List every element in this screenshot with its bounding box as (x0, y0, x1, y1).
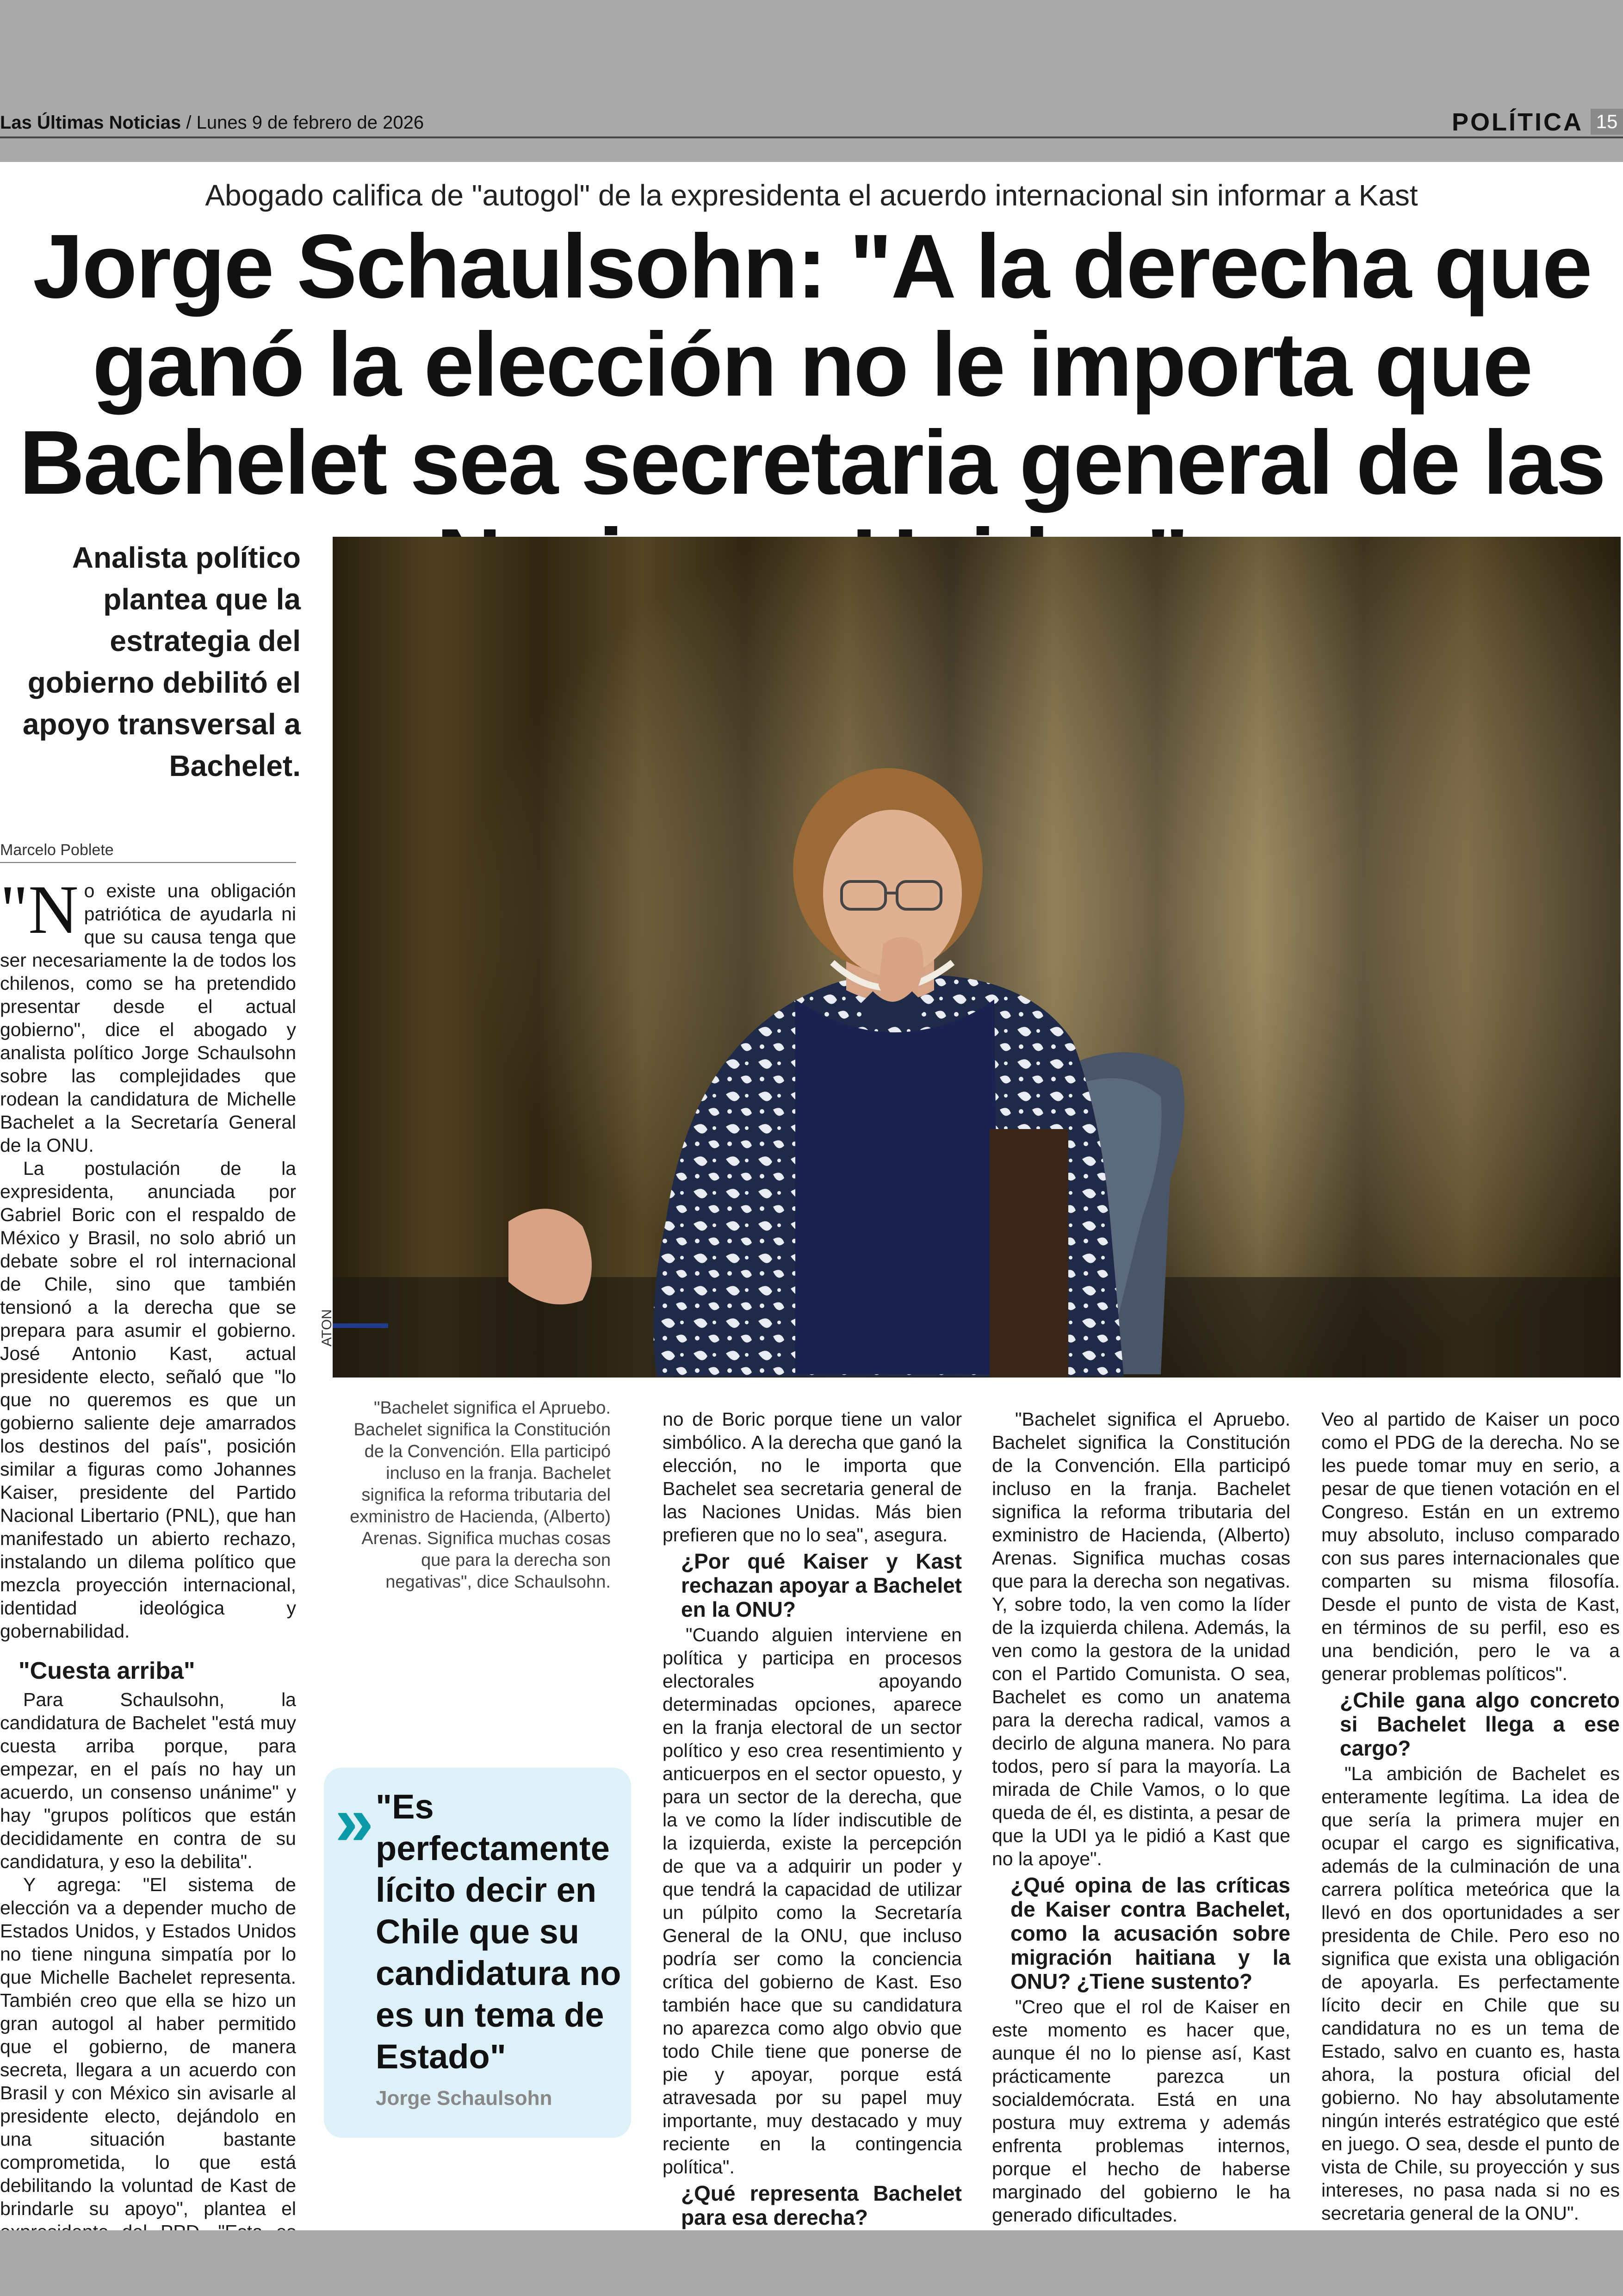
paragraph: "Creo que el rol de Kaiser en este momento es hacer que, aunque él no lo piense así, Kast prácticamente parezca un socialdemócrata. Está en una postura muy extrema y además enfrenta problemas internos, porque el hecho de haberse marginado del gobierno le ha generado dificultades. (992, 1996, 1290, 2226)
paragraph: "Bachelet significa el Apruebo. Bachelet significa la Constitución de la Convención. Ella participó incluso en la franja. Bachelet significa la reforma tributaria del exministro de Hacienda, (Alberto) Arenas. Significa muchas cosas que para la derecha son negativas. Y, sobre todo, la ven como la líder de la izquierda chilena. Además, la ven como la gestora de la unidad con el Partido Comunista. O sea, Bachelet es como un anatema para la derecha radical, vamos a decirlo de alguna manera. No para todos, pero sí para la mayoría. La mirada de Chile Vamos, o lo que queda de él, es distinta, a pesar de que la UDI ya le pidió a Kast que no la apoye". (992, 1409, 1290, 1869)
column-1 (0, 871, 296, 2266)
paragraph: "La ambición de Bachelet es enteramente legítima. La idea de que sería la primera mujer en ocupar el cargo es significativa, además de la culminación de una carrera política meteórica que la llevó en dos oportunidades a ser presidenta de Chile. Pero eso no significa que exista una obligación de apoyarla. Es perfectamente lícito decir en Chile que su candidatura no es un tema de Estado, salvo en cuanto es, hasta ahora, la postura oficial del gobierno. No hay absolutamente ningún interés estratégico que esté en juego. O sea, desde el punto de vista de Chile, su proyección y sus intereses, no pasa nada si no es secretaria general de la ONU". (1321, 1763, 1620, 2224)
scanner-margin-bottom (0, 2230, 1623, 2296)
subheading: "Cuesta arriba" (19, 1657, 195, 1684)
masthead (0, 108, 1623, 137)
byline: Marcelo Poblete (0, 841, 296, 863)
photo-credit: ATON (319, 1309, 335, 1347)
pullquote-box (324, 1768, 631, 2138)
column-4 (1321, 1408, 1620, 2225)
publication-name: Las Últimas Noticias (0, 112, 181, 133)
lead-paragraph (0, 871, 296, 1157)
masthead-rule (0, 137, 1623, 138)
interview-question: ¿Chile gana algo concreto si Bachelet llega a ese cargo? (1340, 1688, 1620, 1760)
pullquote-text: "Es perfectamente lícito decir en Chile que su candidatura no es un tema de Estado" (376, 1787, 621, 2076)
paragraph: "Cuando alguien interviene en política y participa en procesos electorales apoyando determinadas opciones, aparece en la franja electoral de un sector político y eso crea resentimiento y anticuerpos en el sector opuesto, y para un sector de la derecha, que la ve como la líder indiscutible de la izquierda, existe la percepción de que va a adquirir un poder y que tendrá la capacidad de utilizar un púlpito como la Secretaría General de la ONU, que incluso podría ser como la conciencia crítica del gobierno de Kast. Eso también hace que su candidatura no aparezca como algo obvio que todo Chile tiene que ponerse de pie y apoyar, porque está atravesada por su papel muy importante, muy destacado y muy reciente en la contingencia política". (663, 1624, 962, 2178)
dropcap: "N (0, 871, 79, 948)
chevron-double-right-icon: » (335, 1782, 374, 1860)
paragraph: Veo al partido de Kaiser un poco como el PDG de la derecha. No se les puede tomar muy en serio, a pesar de que tienen votación en el Congreso. Están en un extremo muy absoluto, incluso comparado con sus pares internacionales que comparten su misma filosofía. Desde el punto de vista de Kast, en términos de su perfil, eso es una bendición, pero le va a generar problemas políticos". (1321, 1409, 1620, 1684)
pullquote-author: Jorge Schaulsohn (376, 2087, 552, 2110)
interview-question: ¿Por qué Kaiser y Kast rechazan apoyar a Bachelet en la ONU? (681, 1549, 962, 1621)
lead-text: o existe una obligación patriótica de ayudarla ni que su causa tenga que ser necesariamente la de todos los chilenos, como se ha pretendido presentar desde el actual gobierno", dice el abogado y analista político Jorge Schaulsohn sobre las complejidades que rodean la candidatura de Michelle Bachelet a la Secretaría General de la ONU. (0, 880, 296, 1156)
bachelet-seated-illustration (333, 537, 1621, 1378)
interview-question: ¿Qué opina de las críticas de Kaiser contra Bachelet, como la acusación sobre migración haitiana y la ONU? ¿Tiene sustento? (1010, 1873, 1290, 1993)
issue-date: Lunes 9 de febrero de 2026 (196, 112, 424, 133)
paragraph: no de Boric porque tiene un valor simbólico. A la derecha que ganó la elección, no le importa que Bachelet sea secretaria general de las Naciones Unidas. Más bien prefieren que no lo sea", asegura. (663, 1409, 962, 1545)
paragraph: Para Schaulsohn, la candidatura de Bachelet "está muy cuesta arriba porque, para empezar, en el país no hay un acuerdo, un consenso unánime" y hay "grupos políticos que están decididamente en contra de su candidatura, y eso la debilita". (0, 1689, 296, 1872)
article-photo (333, 537, 1621, 1378)
photo-caption: "Bachelet significa el Apruebo. Bachelet significa la Constitución de la Convención. Ella participó incluso en la franja. Bachelet significa la reforma tributaria del exministro de Hacienda, (Alberto) Arenas. Significa muchas cosas que para la derecha son negativas", dice Schaulsohn. (350, 1398, 611, 1592)
article-kicker: Abogado califica de "autogol" de la expresidenta el acuerdo internacional sin informar a Kast (205, 179, 1418, 212)
column-2 (663, 1408, 962, 2231)
article-headline: Jorge Schaulsohn: "A la derecha que ganó la elección no le importa que Bachelet sea secretaria general de las (19, 216, 1605, 513)
section-name: POLÍTICA (1452, 108, 1583, 136)
masthead-separator: / (181, 112, 197, 133)
article-dek: Analista político plantea que la estrategia del gobierno debilitó el apoyo transversal a Bachelet. (22, 541, 301, 782)
page-number: 15 (1591, 109, 1623, 135)
paragraph: Y agrega: "El sistema de elección va a depender mucho de Estados Unidos, y Estados Unidos no tiene ninguna simpatía por lo que Michelle Bachelet representa. También creo que ella se hizo un gran autogol al haber permitido que el gobierno, de manera secreta, llegara a un acuerdo con Brasil y con México sin avisarle al presidente electo, dejándolo en una situación bastante comprometida, lo que está debilitando la voluntad de Kast de brindarle su apoyo", plantea el (0, 1874, 296, 2219)
interview-question: ¿Qué representa Bachelet para esa derecha? (681, 2181, 962, 2229)
masthead-left (0, 112, 424, 133)
paragraph: La postulación de la expresidenta, anunciada por Gabriel Boric con el respaldo de México y Brasil, no solo abrió un debate sobre el rol internacional de Chile, sino que también tensionó a la derecha que se prepara para asumir el gobierno. José Antonio Kast, actual presidente electo, señaló que "lo que no queremos es que un gobierno saliente deje amarrados los destinos del país", posición similar a figuras como Johannes Kaiser, presidente del Partido Nacional Libertario (PNL), que han manifestado un abierto rechazo, instalando un dilema político que mezcla proyección internacional, identidad ideológica y gobernabilidad. (0, 1158, 296, 1642)
column-3 (992, 1408, 1290, 2227)
